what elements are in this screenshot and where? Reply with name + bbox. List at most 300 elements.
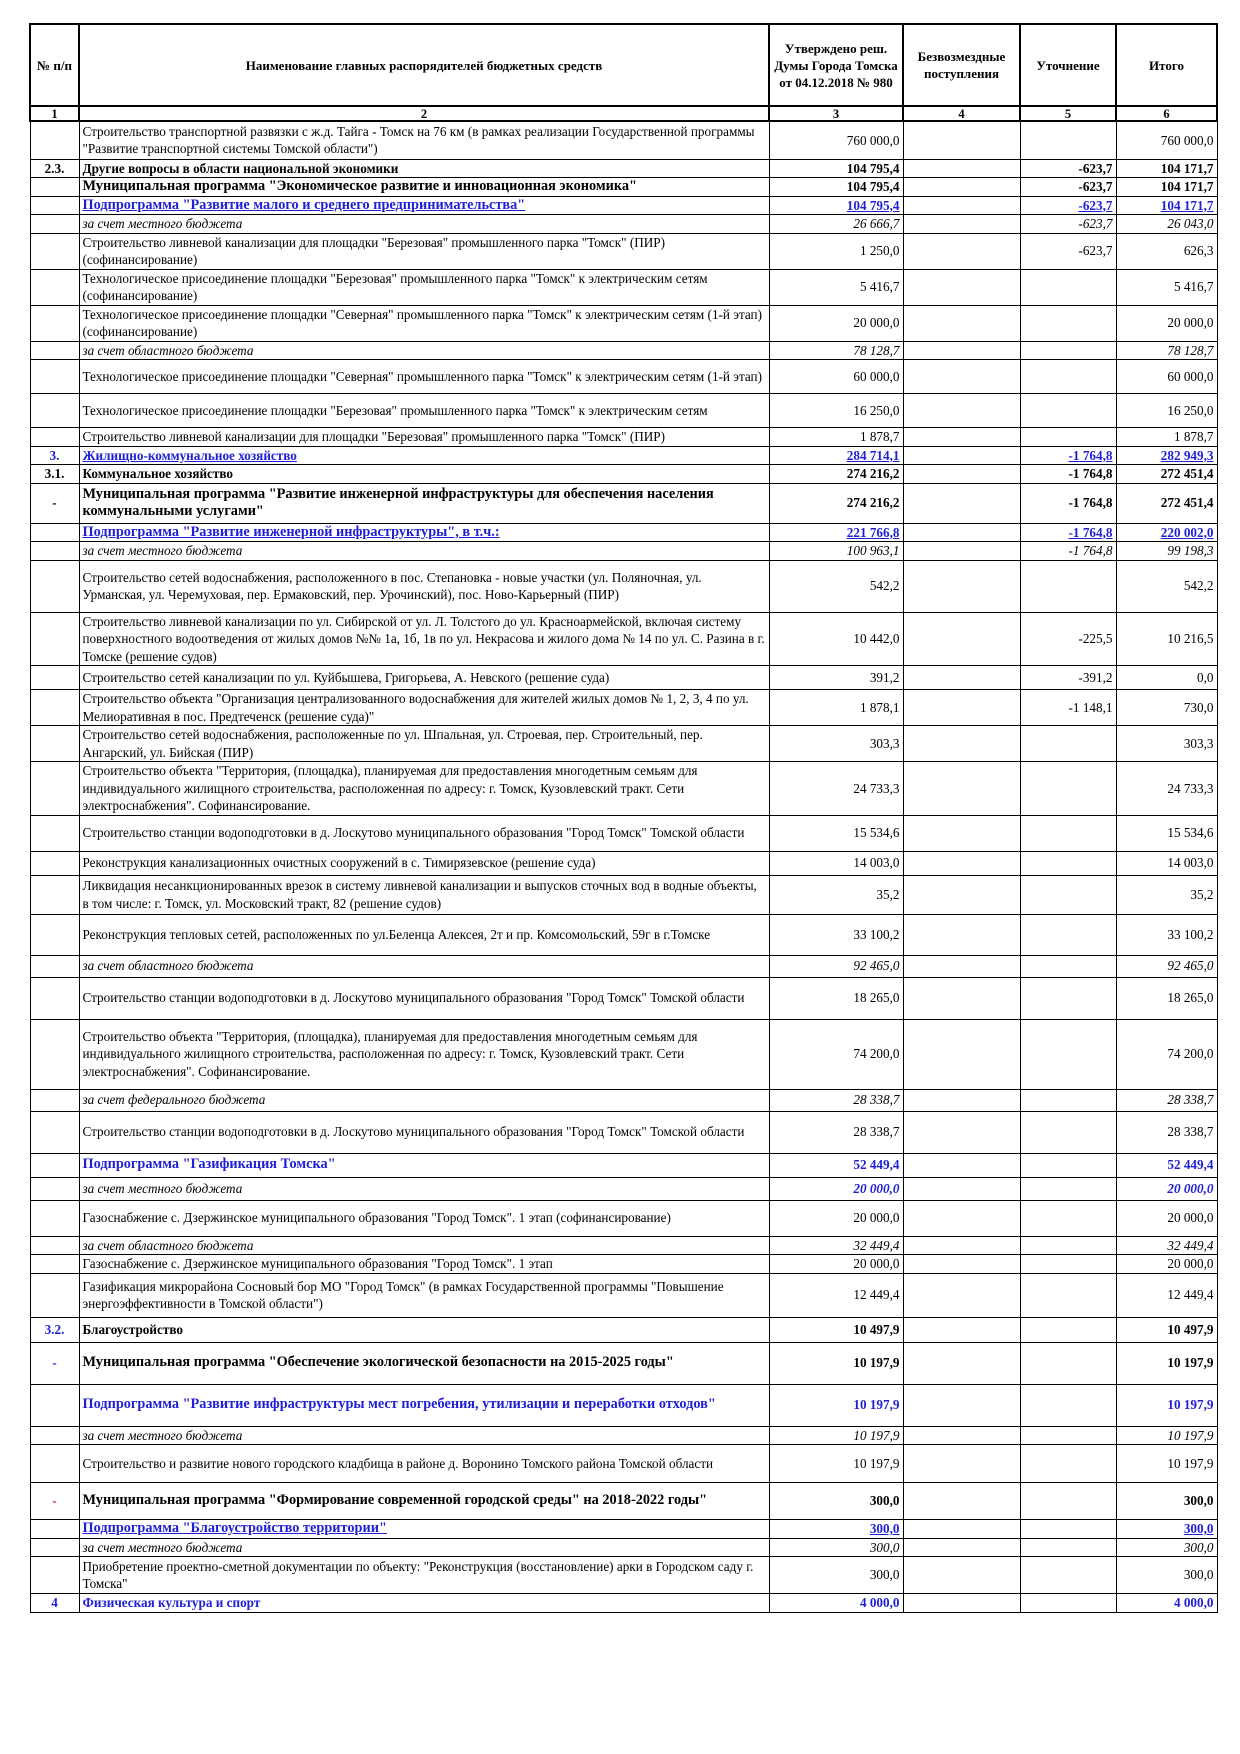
- table-row: [30, 1089, 1217, 1111]
- grants-amount: [903, 159, 1020, 178]
- grants-amount: [903, 196, 1020, 215]
- table-row: [30, 159, 1217, 178]
- row-number: [30, 269, 79, 305]
- total-amount: 220 002,0: [1116, 523, 1217, 542]
- row-name: за счет областного бюджета: [79, 1236, 769, 1255]
- row-name: Муниципальная программа "Формирование современной городской среды" на 2018-2022 годы": [79, 1483, 769, 1520]
- grants-amount: [903, 1342, 1020, 1384]
- change-amount: [1020, 1111, 1116, 1153]
- row-name: за счет местного бюджета: [79, 542, 769, 561]
- change-amount: [1020, 394, 1116, 428]
- table-row: [30, 269, 1217, 305]
- row-name: Ликвидация несанкционированных врезок в систему ливневой канализации и выпусков сточных вод в водные объекты, в том числе: г. Томск, ул. Московский тракт, 82 (решение судов): [79, 875, 769, 914]
- total-amount: 303,3: [1116, 726, 1217, 762]
- approved-amount: 15 534,6: [769, 815, 903, 851]
- row-name: Строительство объекта "Территория, (площадка), планируемая для предоставления многодетным семьям для индивидуального жилищного строительства, расположенная по адресу: г. Томск, Кузовлевский тракт. Сети электроснабжения". Софинансирование.: [79, 762, 769, 816]
- row-name: Подпрограмма "Развитие инженерной инфраструктуры", в т.ч.:: [79, 523, 769, 542]
- row-number: [30, 726, 79, 762]
- total-amount: 99 198,3: [1116, 542, 1217, 561]
- row-number: 3.2.: [30, 1317, 79, 1342]
- total-amount: 18 265,0: [1116, 977, 1217, 1019]
- grants-amount: [903, 690, 1020, 726]
- row-number: [30, 914, 79, 955]
- grants-amount: [903, 977, 1020, 1019]
- row-name: Технологическое присоединение площадки "Березовая" промышленного парка "Томск" к электрическим сетям (софинансирование): [79, 269, 769, 305]
- approved-amount: 74 200,0: [769, 1019, 903, 1089]
- change-amount: [1020, 1019, 1116, 1089]
- grants-amount: [903, 121, 1020, 159]
- total-amount: 28 338,7: [1116, 1111, 1217, 1153]
- change-amount: -623,7: [1020, 159, 1116, 178]
- grants-amount: [903, 305, 1020, 341]
- table-row: [30, 1426, 1217, 1445]
- grants-amount: [903, 446, 1020, 465]
- table-row: [30, 666, 1217, 690]
- approved-amount: 10 197,9: [769, 1342, 903, 1384]
- total-amount: 300,0: [1116, 1538, 1217, 1557]
- table-row: [30, 1153, 1217, 1177]
- row-name: Технологическое присоединение площадки "Северная" промышленного парка "Томск" к электрическим сетям (1-й этап) (софинансирование): [79, 305, 769, 341]
- table-body: [30, 121, 1217, 1612]
- total-amount: 104 171,7: [1116, 196, 1217, 215]
- row-name: Подпрограмма "Благоустройство территории": [79, 1520, 769, 1539]
- grants-amount: [903, 1317, 1020, 1342]
- row-name: Муниципальная программа "Обеспечение экологической безопасности на 2015-2025 годы": [79, 1342, 769, 1384]
- approved-amount: 4 000,0: [769, 1594, 903, 1613]
- grants-amount: [903, 1557, 1020, 1594]
- approved-amount: 760 000,0: [769, 121, 903, 159]
- table-row: [30, 1483, 1217, 1520]
- change-amount: [1020, 1384, 1116, 1426]
- table-row: [30, 762, 1217, 816]
- table-row: [30, 542, 1217, 561]
- table-row: [30, 341, 1217, 360]
- row-number: 3.1.: [30, 465, 79, 484]
- row-name: за счет местного бюджета: [79, 1426, 769, 1445]
- change-amount: [1020, 428, 1116, 447]
- total-amount: 300,0: [1116, 1557, 1217, 1594]
- row-number: 4: [30, 1594, 79, 1613]
- row-number: [30, 233, 79, 269]
- change-amount: [1020, 815, 1116, 851]
- grants-amount: [903, 523, 1020, 542]
- grants-amount: [903, 465, 1020, 484]
- row-name: Другие вопросы в области национальной экономики: [79, 159, 769, 178]
- change-amount: -225,5: [1020, 612, 1116, 666]
- row-number: [30, 977, 79, 1019]
- approved-amount: 10 497,9: [769, 1317, 903, 1342]
- table-row: [30, 1445, 1217, 1483]
- change-amount: [1020, 1483, 1116, 1520]
- table-row: [30, 178, 1217, 197]
- row-name: Строительство объекта "Организация централизованного водоснабжения для жителей жилых домов № 1, 2, 3, 4 по ул. Мелиоративная в пос. Предтеченск (решение суда)": [79, 690, 769, 726]
- table-header-row: [30, 24, 1217, 106]
- total-amount: 300,0: [1116, 1520, 1217, 1539]
- table-row: [30, 483, 1217, 523]
- grants-amount: [903, 726, 1020, 762]
- approved-amount: 100 963,1: [769, 542, 903, 561]
- grants-amount: [903, 1236, 1020, 1255]
- change-amount: [1020, 955, 1116, 977]
- change-amount: [1020, 1153, 1116, 1177]
- change-amount: -1 764,8: [1020, 523, 1116, 542]
- table-row: [30, 955, 1217, 977]
- grants-amount: [903, 1273, 1020, 1317]
- table-row: [30, 1273, 1217, 1317]
- table-row: [30, 1594, 1217, 1613]
- change-amount: [1020, 1317, 1116, 1342]
- table-row: [30, 977, 1217, 1019]
- change-amount: [1020, 1200, 1116, 1236]
- approved-amount: 20 000,0: [769, 1177, 903, 1200]
- grants-amount: [903, 1111, 1020, 1153]
- column-number: 1: [30, 106, 79, 121]
- row-name: Приобретение проектно-сметной документации по объекту: "Реконструкция (восстановление) арки в Городском саду г. Томска": [79, 1557, 769, 1594]
- row-number: [30, 178, 79, 197]
- row-number: [30, 428, 79, 447]
- total-amount: 730,0: [1116, 690, 1217, 726]
- row-name: Строительство ливневой канализации по ул. Сибирской от ул. Л. Толстого до ул. Красноармейской, включая систему поверхностного водоотведения от жилых домов №№ 1а, 1б, 1в по ул. Некрасова и жилого дома № 14 по ул. С. Разина в г. Томске (решение судов): [79, 612, 769, 666]
- total-amount: 20 000,0: [1116, 305, 1217, 341]
- row-number: [30, 1426, 79, 1445]
- change-amount: [1020, 1236, 1116, 1255]
- approved-amount: 78 128,7: [769, 341, 903, 360]
- grants-amount: [903, 360, 1020, 394]
- grants-amount: [903, 875, 1020, 914]
- row-name: Строительство сетей водоснабжения, расположенного в пос. Степановка - новые участки (ул. Поляночная, ул. Урманская, ул. Черемуховая, пер. Ермаковский, пер. Урочинский), пос. Ново-Карьерный (ПИР): [79, 560, 769, 612]
- table-row: [30, 875, 1217, 914]
- change-amount: -1 764,8: [1020, 446, 1116, 465]
- row-name: Реконструкция тепловых сетей, расположенных по ул.Беленца Алексея, 2т и пр. Комсомольский, 59г в г.Томске: [79, 914, 769, 955]
- row-number: [30, 815, 79, 851]
- grants-amount: [903, 269, 1020, 305]
- approved-amount: 300,0: [769, 1483, 903, 1520]
- header-name: Наименование главных распорядителей бюджетных средств: [79, 24, 769, 106]
- change-amount: [1020, 1445, 1116, 1483]
- approved-amount: 20 000,0: [769, 1255, 903, 1274]
- grants-amount: [903, 394, 1020, 428]
- approved-amount: 5 416,7: [769, 269, 903, 305]
- total-amount: 542,2: [1116, 560, 1217, 612]
- total-amount: 104 171,7: [1116, 159, 1217, 178]
- row-name: за счет областного бюджета: [79, 955, 769, 977]
- row-number: [30, 1255, 79, 1274]
- approved-amount: 274 216,2: [769, 483, 903, 523]
- change-amount: [1020, 1594, 1116, 1613]
- change-amount: [1020, 305, 1116, 341]
- approved-amount: 300,0: [769, 1538, 903, 1557]
- total-amount: 12 449,4: [1116, 1273, 1217, 1317]
- table-row: [30, 1538, 1217, 1557]
- row-number: [30, 1520, 79, 1539]
- grants-amount: [903, 178, 1020, 197]
- approved-amount: 32 449,4: [769, 1236, 903, 1255]
- change-amount: -623,7: [1020, 215, 1116, 234]
- row-number: [30, 523, 79, 542]
- grants-amount: [903, 955, 1020, 977]
- row-name: Подпрограмма "Развитие малого и среднего предпринимательства": [79, 196, 769, 215]
- table-row: [30, 612, 1217, 666]
- row-number: [30, 1557, 79, 1594]
- row-name: за счет федерального бюджета: [79, 1089, 769, 1111]
- total-amount: 16 250,0: [1116, 394, 1217, 428]
- row-number: [30, 196, 79, 215]
- grants-amount: [903, 560, 1020, 612]
- grants-amount: [903, 815, 1020, 851]
- row-number: -: [30, 1483, 79, 1520]
- table-row: [30, 1255, 1217, 1274]
- total-amount: 60 000,0: [1116, 360, 1217, 394]
- approved-amount: 92 465,0: [769, 955, 903, 977]
- change-amount: [1020, 977, 1116, 1019]
- table-row: [30, 523, 1217, 542]
- total-amount: 26 043,0: [1116, 215, 1217, 234]
- table-row: [30, 305, 1217, 341]
- grants-amount: [903, 1483, 1020, 1520]
- column-number: 2: [79, 106, 769, 121]
- approved-amount: 60 000,0: [769, 360, 903, 394]
- total-amount: 0,0: [1116, 666, 1217, 690]
- row-name: Муниципальная программа "Экономическое развитие и инновационная экономика": [79, 178, 769, 197]
- approved-amount: 33 100,2: [769, 914, 903, 955]
- grants-amount: [903, 1520, 1020, 1539]
- row-number: [30, 341, 79, 360]
- grants-amount: [903, 762, 1020, 816]
- approved-amount: 104 795,4: [769, 196, 903, 215]
- grants-amount: [903, 428, 1020, 447]
- total-amount: 1 878,7: [1116, 428, 1217, 447]
- approved-amount: 10 442,0: [769, 612, 903, 666]
- total-amount: 300,0: [1116, 1483, 1217, 1520]
- row-name: Реконструкция канализационных очистных сооружений в с. Тимирязевское (решение суда): [79, 851, 769, 875]
- table-row: [30, 428, 1217, 447]
- row-number: [30, 612, 79, 666]
- grants-amount: [903, 1089, 1020, 1111]
- header-change: Уточнение: [1020, 24, 1116, 106]
- table-row: [30, 121, 1217, 159]
- row-number: [30, 560, 79, 612]
- row-number: [30, 1019, 79, 1089]
- approved-amount: 104 795,4: [769, 159, 903, 178]
- table-row: [30, 815, 1217, 851]
- grants-amount: [903, 483, 1020, 523]
- row-number: [30, 666, 79, 690]
- row-name: Жилищно-коммунальное хозяйство: [79, 446, 769, 465]
- row-number: [30, 394, 79, 428]
- change-amount: -623,7: [1020, 233, 1116, 269]
- change-amount: [1020, 121, 1116, 159]
- row-name: Подпрограмма "Газификация Томска": [79, 1153, 769, 1177]
- approved-amount: 28 338,7: [769, 1089, 903, 1111]
- total-amount: 20 000,0: [1116, 1200, 1217, 1236]
- grants-amount: [903, 1594, 1020, 1613]
- total-amount: 626,3: [1116, 233, 1217, 269]
- grants-amount: [903, 1153, 1020, 1177]
- grants-amount: [903, 612, 1020, 666]
- total-amount: 10 197,9: [1116, 1426, 1217, 1445]
- total-amount: 10 197,9: [1116, 1445, 1217, 1483]
- change-amount: [1020, 360, 1116, 394]
- change-amount: -1 764,8: [1020, 465, 1116, 484]
- change-amount: [1020, 762, 1116, 816]
- table-row: [30, 1177, 1217, 1200]
- change-amount: -623,7: [1020, 178, 1116, 197]
- change-amount: [1020, 1177, 1116, 1200]
- row-name: за счет областного бюджета: [79, 341, 769, 360]
- row-number: [30, 1384, 79, 1426]
- column-numbers-row: [30, 106, 1217, 121]
- row-number: [30, 360, 79, 394]
- row-number: 2.3.: [30, 159, 79, 178]
- approved-amount: 10 197,9: [769, 1426, 903, 1445]
- change-amount: [1020, 560, 1116, 612]
- row-name: Строительство станции водоподготовки в д. Лоскутово муниципального образования "Город Томск" Томской области: [79, 977, 769, 1019]
- row-name: Строительство ливневой канализации для площадки "Березовая" промышленного парка "Томск" (ПИР): [79, 428, 769, 447]
- change-amount: [1020, 1273, 1116, 1317]
- approved-amount: 18 265,0: [769, 977, 903, 1019]
- change-amount: [1020, 1557, 1116, 1594]
- total-amount: 24 733,3: [1116, 762, 1217, 816]
- grants-amount: [903, 215, 1020, 234]
- approved-amount: 26 666,7: [769, 215, 903, 234]
- table-row: [30, 196, 1217, 215]
- total-amount: 760 000,0: [1116, 121, 1217, 159]
- grants-amount: [903, 1538, 1020, 1557]
- row-name: Муниципальная программа "Развитие инженерной инфраструктуры для обеспечения населения коммунальными услугами": [79, 483, 769, 523]
- approved-amount: 274 216,2: [769, 465, 903, 484]
- row-name: Строительство сетей водоснабжения, расположенные по ул. Шпальная, ул. Строевая, пер. Строительный, пер. Ангарский, ул. Бийская (ПИР): [79, 726, 769, 762]
- change-amount: -391,2: [1020, 666, 1116, 690]
- total-amount: 5 416,7: [1116, 269, 1217, 305]
- row-name: Строительство транспортной развязки с ж.д. Тайга - Томск на 76 км (в рамках реализации Государственной программы "Развитие транспортной системы Томской области"): [79, 121, 769, 159]
- row-number: [30, 121, 79, 159]
- total-amount: 104 171,7: [1116, 178, 1217, 197]
- row-name: Газификация микрорайона Сосновый бор МО "Город Томск" (в рамках Государственной программы "Повышение энергоэффективности в Томской области"): [79, 1273, 769, 1317]
- row-number: -: [30, 483, 79, 523]
- table-row: [30, 1317, 1217, 1342]
- table-row: [30, 690, 1217, 726]
- approved-amount: 1 250,0: [769, 233, 903, 269]
- approved-amount: 28 338,7: [769, 1111, 903, 1153]
- change-amount: [1020, 1089, 1116, 1111]
- total-amount: 78 128,7: [1116, 341, 1217, 360]
- total-amount: 10 197,9: [1116, 1342, 1217, 1384]
- column-number: 3: [769, 106, 903, 121]
- row-name: Строительство сетей канализации по ул. Куйбышева, Григорьева, А. Невского (решение суда): [79, 666, 769, 690]
- grants-amount: [903, 1445, 1020, 1483]
- row-number: [30, 955, 79, 977]
- table-row: [30, 560, 1217, 612]
- table-row: [30, 1200, 1217, 1236]
- table-row: [30, 1384, 1217, 1426]
- row-number: [30, 305, 79, 341]
- total-amount: 35,2: [1116, 875, 1217, 914]
- table-row: [30, 914, 1217, 955]
- total-amount: 52 449,4: [1116, 1153, 1217, 1177]
- approved-amount: 12 449,4: [769, 1273, 903, 1317]
- row-number: [30, 1538, 79, 1557]
- total-amount: 282 949,3: [1116, 446, 1217, 465]
- total-amount: 10 216,5: [1116, 612, 1217, 666]
- change-amount: [1020, 269, 1116, 305]
- change-amount: -1 764,8: [1020, 483, 1116, 523]
- total-amount: 74 200,0: [1116, 1019, 1217, 1089]
- approved-amount: 1 878,1: [769, 690, 903, 726]
- approved-amount: 52 449,4: [769, 1153, 903, 1177]
- change-amount: [1020, 1538, 1116, 1557]
- row-number: [30, 875, 79, 914]
- table-row: [30, 446, 1217, 465]
- approved-amount: 221 766,8: [769, 523, 903, 542]
- approved-amount: 104 795,4: [769, 178, 903, 197]
- table-row: [30, 851, 1217, 875]
- row-name: Строительство и развитие нового городского кладбища в районе д. Воронино Томского района Томской области: [79, 1445, 769, 1483]
- approved-amount: 1 878,7: [769, 428, 903, 447]
- change-amount: [1020, 851, 1116, 875]
- change-amount: [1020, 341, 1116, 360]
- table-row: [30, 465, 1217, 484]
- row-number: [30, 1445, 79, 1483]
- table-row: [30, 1557, 1217, 1594]
- approved-amount: 20 000,0: [769, 1200, 903, 1236]
- row-number: [30, 690, 79, 726]
- row-name: за счет местного бюджета: [79, 1177, 769, 1200]
- change-amount: [1020, 914, 1116, 955]
- row-name: Физическая культура и спорт: [79, 1594, 769, 1613]
- total-amount: 272 451,4: [1116, 465, 1217, 484]
- row-name: за счет местного бюджета: [79, 215, 769, 234]
- grants-amount: [903, 1384, 1020, 1426]
- row-number: [30, 1089, 79, 1111]
- row-number: [30, 1273, 79, 1317]
- approved-amount: 16 250,0: [769, 394, 903, 428]
- row-name: Технологическое присоединение площадки "Северная" промышленного парка "Томск" к электрическим сетям (1-й этап): [79, 360, 769, 394]
- total-amount: 4 000,0: [1116, 1594, 1217, 1613]
- row-number: [30, 1177, 79, 1200]
- header-number: № п/п: [30, 24, 79, 106]
- grants-amount: [903, 1426, 1020, 1445]
- column-number: 5: [1020, 106, 1116, 121]
- total-amount: 10 497,9: [1116, 1317, 1217, 1342]
- row-number: [30, 1200, 79, 1236]
- grants-amount: [903, 1177, 1020, 1200]
- row-name: Технологическое присоединение площадки "Березовая" промышленного парка "Томск" к электрическим сетям: [79, 394, 769, 428]
- table-row: [30, 215, 1217, 234]
- column-number: 4: [903, 106, 1020, 121]
- total-amount: 272 451,4: [1116, 483, 1217, 523]
- header-approved: Утверждено реш. Думы Города Томска от 04.12.2018 № 980: [769, 24, 903, 106]
- table-row: [30, 1019, 1217, 1089]
- row-number: [30, 1111, 79, 1153]
- approved-amount: 35,2: [769, 875, 903, 914]
- grants-amount: [903, 1255, 1020, 1274]
- row-number: [30, 762, 79, 816]
- change-amount: [1020, 1520, 1116, 1539]
- row-name: Строительство станции водоподготовки в д. Лоскутово муниципального образования "Город Томск" Томской области: [79, 815, 769, 851]
- row-name: Строительство объекта "Территория, (площадка), планируемая для предоставления многодетным семьям для индивидуального жилищного строительства, расположенная по адресу: г. Томск, Кузовлевский тракт. Сети электроснабжения". Софинансирование.: [79, 1019, 769, 1089]
- row-name: Газоснабжение с. Дзержинское муниципального образования "Город Томск". 1 этап (софинансирование): [79, 1200, 769, 1236]
- grants-amount: [903, 1019, 1020, 1089]
- table-row: [30, 1520, 1217, 1539]
- approved-amount: 10 197,9: [769, 1445, 903, 1483]
- table-row: [30, 394, 1217, 428]
- approved-amount: 284 714,1: [769, 446, 903, 465]
- row-name: Подпрограмма "Развитие инфраструктуры мест погребения, утилизации и переработки отходов": [79, 1384, 769, 1426]
- approved-amount: 24 733,3: [769, 762, 903, 816]
- row-number: -: [30, 1342, 79, 1384]
- table-row: [30, 1236, 1217, 1255]
- change-amount: -1 764,8: [1020, 542, 1116, 561]
